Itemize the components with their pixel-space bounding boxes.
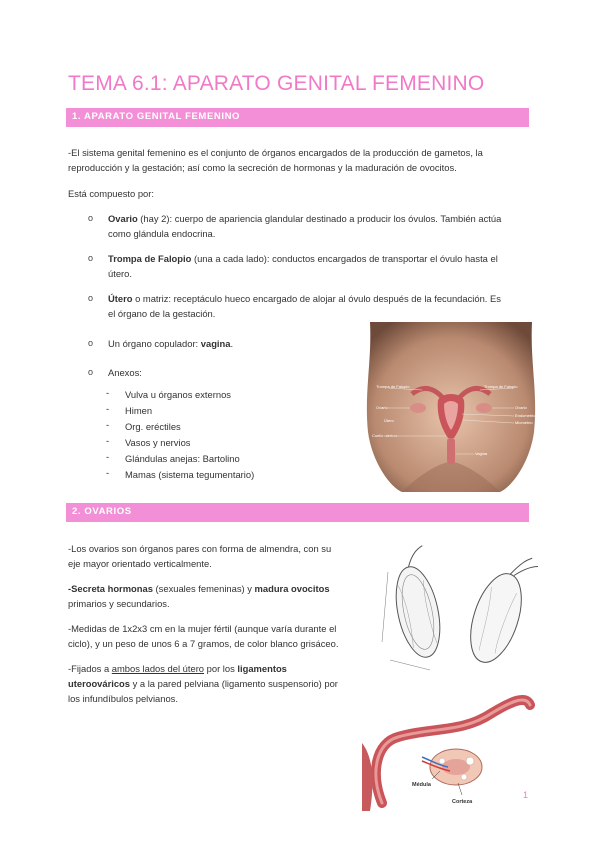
label-trompa-right: Trompa de Falopio — [484, 384, 518, 389]
item-text: . — [230, 338, 234, 349]
list-item — [108, 336, 233, 351]
underlined-text: ambos lados del útero — [111, 663, 205, 674]
label-ovario-right: Ovario — [515, 405, 527, 410]
intro-line-2: reproducción y la gestación; así como la secreción de hormonas y la maduración de ovocitos. — [68, 162, 457, 173]
ovarios-p3-line2: ciclo), y un peso de unos 6 a 7 gramos, de color blanco grisáceo. — [68, 638, 339, 649]
ovarios-p1-line1: -Los ovarios son órganos pares con forma de almendra, con su — [68, 543, 332, 554]
item-text-cont: el órgano de la gestación. — [108, 308, 216, 319]
plain-text: por los — [204, 663, 238, 674]
dash-marker: - — [106, 451, 110, 462]
ovarios-p4-line3: los infundíbulos pelvianos. — [68, 693, 178, 704]
dash-marker: - — [106, 419, 110, 430]
bullet-marker: o — [88, 367, 94, 377]
item-term: Ovario — [108, 213, 138, 224]
page-number: 1 — [523, 790, 529, 800]
ovarios-p4-line1 — [68, 661, 287, 676]
dash-marker: - — [106, 467, 110, 478]
anexo-item: Vulva u órganos externos — [125, 389, 231, 400]
item-text: (hay 2): cuerpo de apariencia glandular destinado a producir los óvulos. También actúa — [137, 213, 502, 224]
label-medula: Médula — [412, 782, 431, 788]
label-trompa-left: Trompa de Falopio — [376, 384, 410, 389]
label-miometrio: Miometrio — [515, 420, 533, 425]
ovarios-p2-line1 — [68, 581, 330, 596]
section-heading-bar — [66, 108, 529, 127]
label-endometrio: Endometrio — [515, 413, 536, 418]
ovarios-p1-line2: eje mayor orientado verticalmente. — [68, 558, 212, 569]
list-item — [108, 291, 501, 306]
plain-text: (sexuales femeninas) y — [152, 583, 255, 594]
item-text: (una a cada lado): conductos encargados de transportar el óvulo hasta el — [191, 253, 498, 264]
section-heading-bar — [66, 503, 529, 522]
label-ovario-left: Ovario — [376, 405, 388, 410]
bullet-marker: o — [88, 293, 94, 303]
ovary-sketch-illustration — [378, 542, 538, 682]
label-vagina: Vagina — [475, 451, 488, 456]
bullet-marker: o — [88, 253, 94, 263]
bold-text: uteroováricos — [68, 678, 130, 689]
anexo-item: Vasos y nervios — [125, 437, 191, 448]
ovarios-p3-line1: -Medidas de 1x2x3 cm en la mujer fértil (aunque varía durante el — [68, 623, 337, 634]
list-item — [108, 251, 498, 266]
label-corteza: Corteza — [452, 799, 473, 805]
list-item: Anexos: — [108, 367, 142, 378]
item-text-cont: como glándula endocrina. — [108, 228, 216, 239]
uterus-ovary-illustration — [362, 683, 540, 811]
item-term: Útero — [108, 293, 133, 304]
item-term: Trompa de Falopio — [108, 253, 192, 264]
item-text: Un órgano copulador: — [108, 338, 201, 349]
bullet-marker: o — [88, 213, 94, 223]
item-text-cont: útero. — [108, 268, 132, 279]
bold-text: madura ovocitos — [254, 583, 330, 594]
compuesto-text: Está compuesto por: — [68, 188, 154, 199]
intro-line-1: -El sistema genital femenino es el conjunto de órganos encargados de la producción de gametos, la — [68, 147, 483, 158]
reproductive-system-illustration — [362, 322, 540, 492]
anexo-item: Mamas (sistema tegumentario) — [125, 469, 255, 480]
section-heading: 2. OVARIOS — [72, 506, 132, 517]
bold-text: ligamentos — [237, 663, 287, 674]
bullet-marker: o — [88, 338, 94, 348]
dash-marker: - — [106, 435, 110, 446]
list-item — [108, 211, 501, 226]
dash-marker: - — [106, 387, 110, 398]
section-heading: 1. APARATO GENITAL FEMENINO — [72, 111, 241, 122]
label-cuello: Cuello uterino — [372, 433, 397, 438]
anexo-item: Himen — [125, 405, 153, 416]
anexo-item: Glándulas anejas: Bartolino — [125, 453, 240, 464]
bold-text: -Secreta hormonas — [68, 583, 153, 594]
plain-text: y a la pared pelviana (ligamento suspensorio) por — [130, 678, 338, 689]
item-term: vagina — [200, 338, 231, 349]
anexo-item: Org. eréctiles — [125, 421, 181, 432]
item-text: o matriz: receptáculo hueco encargado de alojar al óvulo después de la fecundación. Es — [132, 293, 501, 304]
ovarios-p4-line2 — [68, 676, 338, 691]
plain-text: -Fijados a — [68, 663, 112, 674]
dash-marker: - — [106, 403, 110, 414]
label-utero: Útero — [384, 418, 394, 423]
ovarios-p2-line2: primarios y secundarios. — [68, 598, 170, 609]
page-title: TEMA 6.1: APARATO GENITAL FEMENINO — [68, 72, 485, 95]
